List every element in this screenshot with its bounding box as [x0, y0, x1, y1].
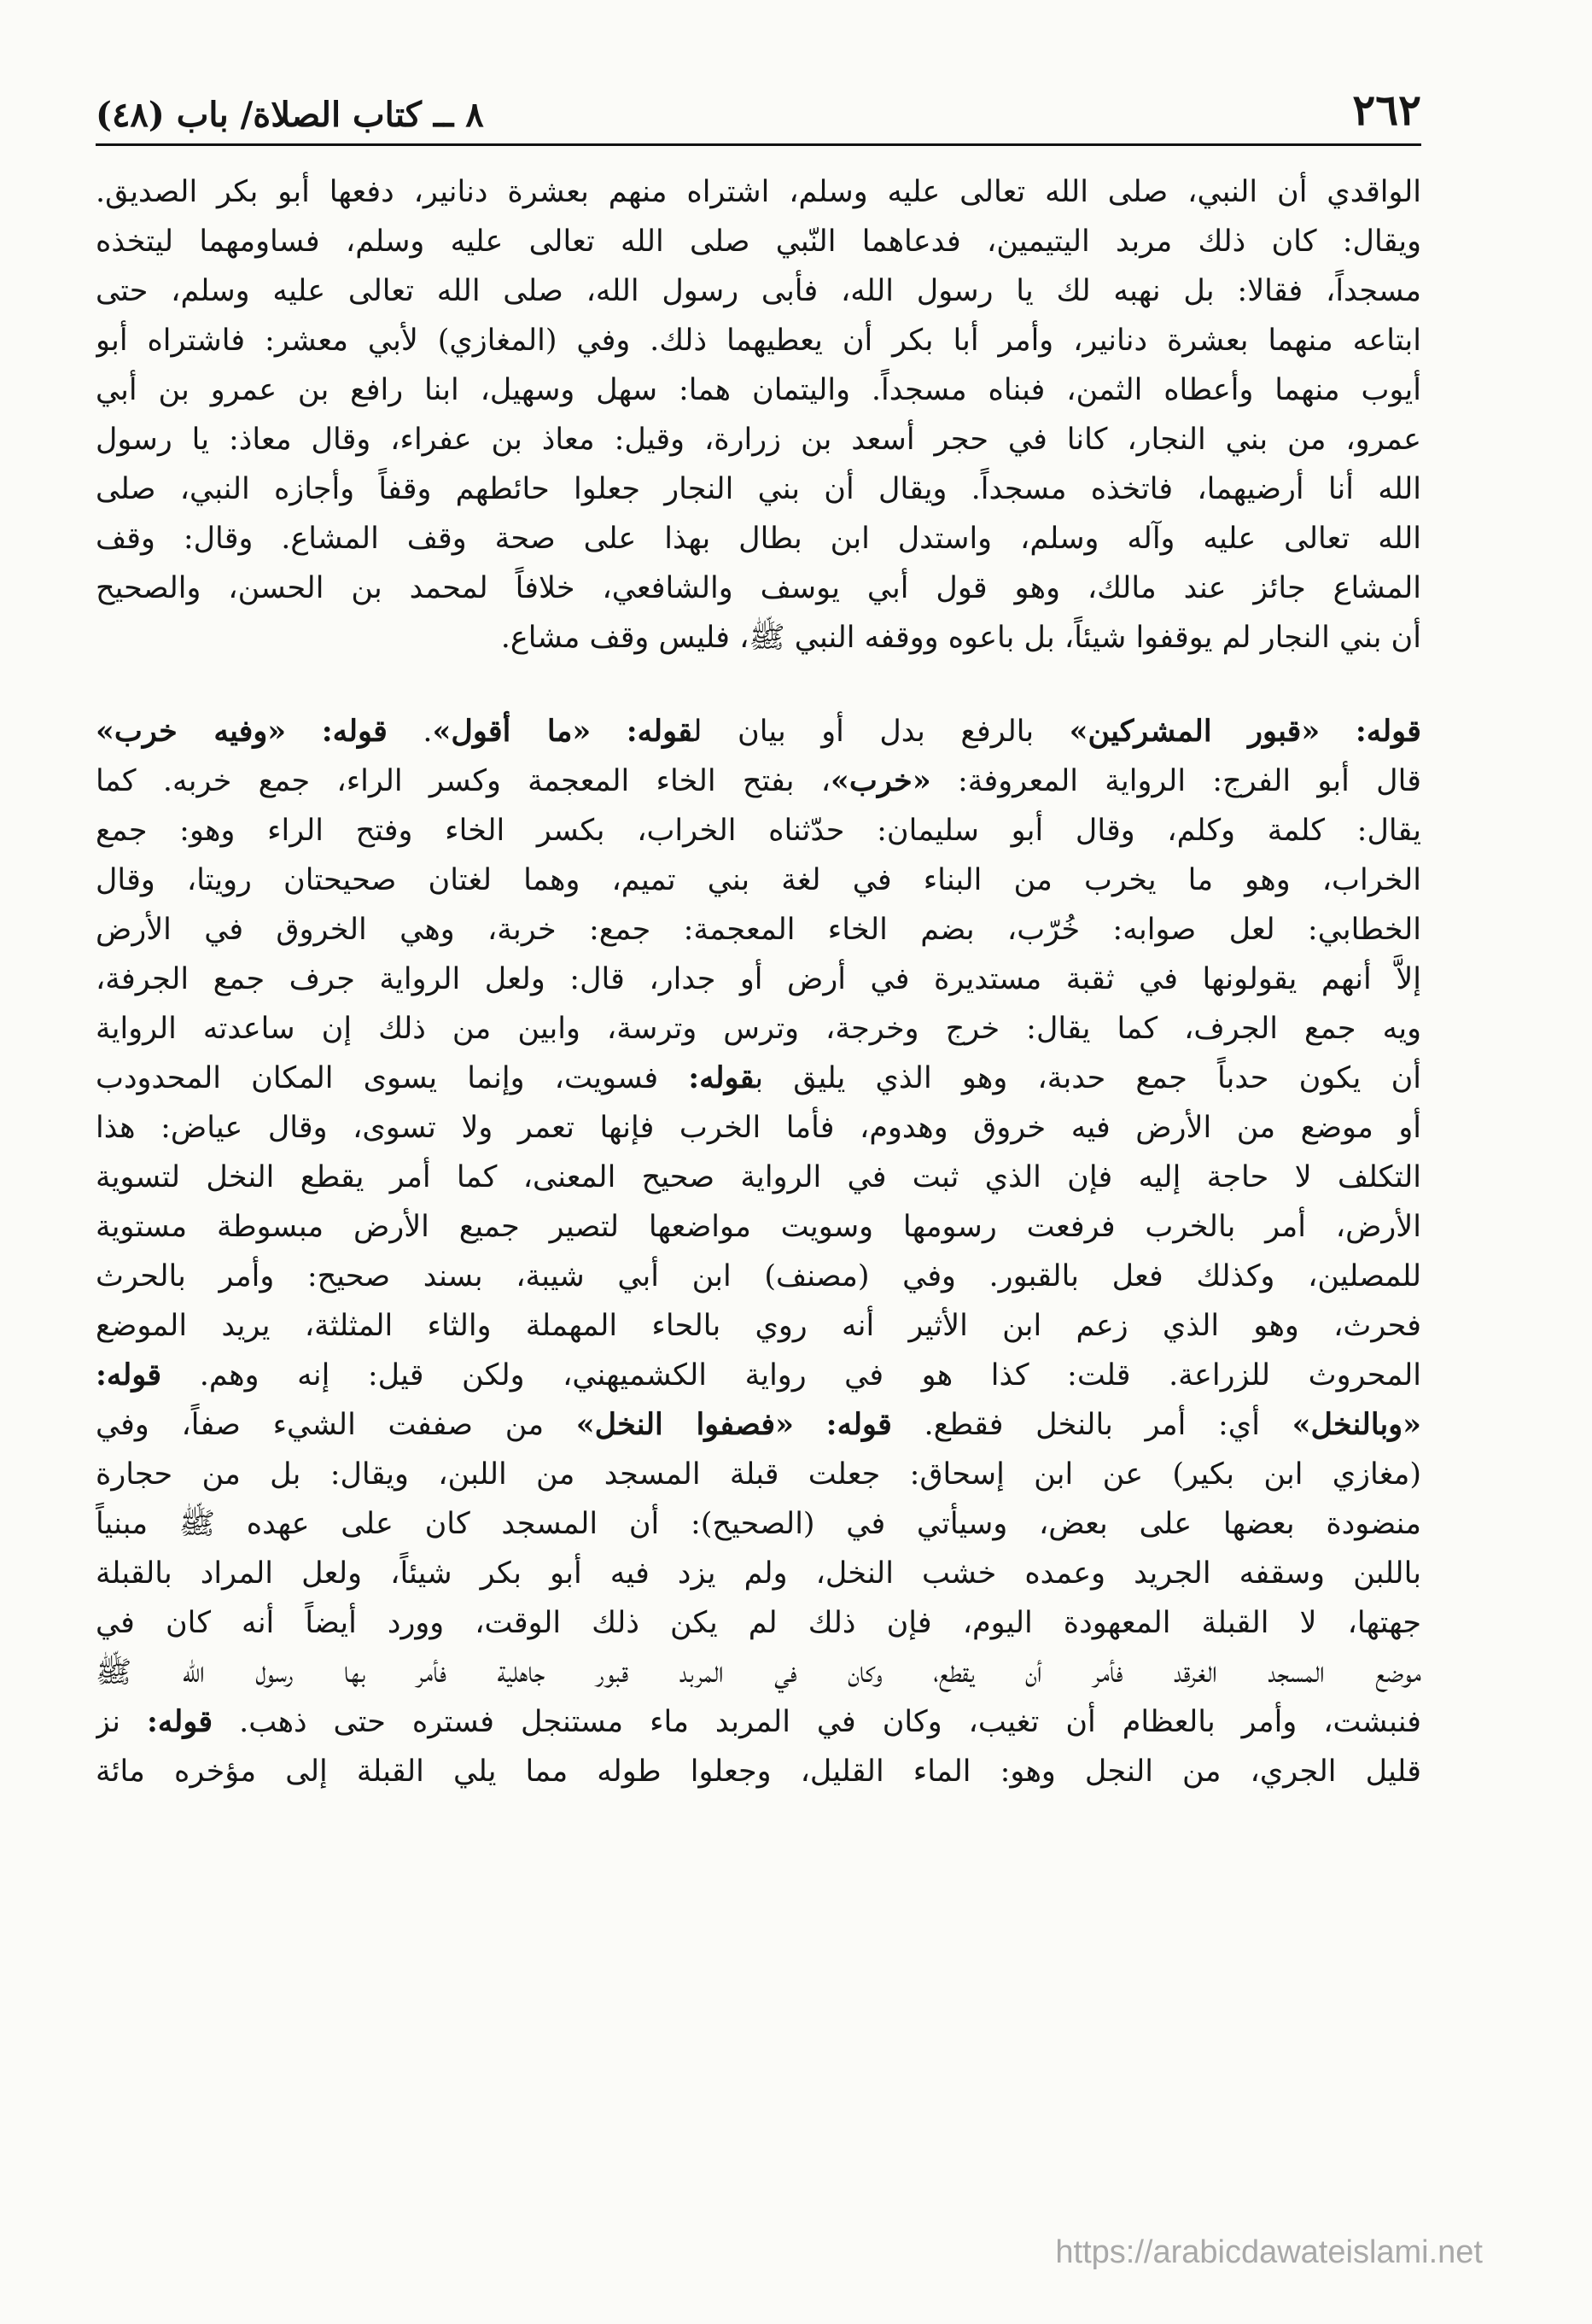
commentary-keyword: قوله:: [321, 714, 388, 749]
text-line: أو موضع من الأرض فيه خروق وهدوم، فأما الخرب فإنها تعمر ولا تسوى، وقال عياض: هذا: [96, 1111, 1421, 1145]
running-title: ٨ ــ كتاب الصلاة/ باب (٤٨): [96, 95, 484, 135]
text-line: أن بني النجار لم يوقفوا شيئاً، بل باعوه ووقفه النبي ﷺ، فليس وقف مشاع.: [500, 621, 1421, 655]
text-line-commentary-heading: قوله: «قبور المشركين» بالرفع بدل أو بيان لقوله: «ما أقول». قوله: «وفيه خرب»: [96, 714, 1421, 749]
text-line: قال أبو الفرج: الرواية المعروفة: «خرب»، بفتح الخاء المعجمة وكسر الراء، جمع خربه. كما: [96, 763, 1421, 798]
paragraph-1: [96, 167, 1421, 663]
text-line: الأرض، أمر بالخرب فرفعت رسومها وسويت مواضعها لتصير جميع الأرض مبسوطة مستوية: [96, 1210, 1421, 1244]
commentary-keyword: قوله:: [146, 1704, 213, 1739]
commentary-keyword: قوله:: [96, 1358, 162, 1393]
commentary-keyword: «خرب»: [831, 763, 931, 798]
body-text: [96, 167, 1421, 1796]
text-line: إلاَّ أنهم يقولونها في ثقبة مستديرة في أرض أو جدار، قال: ولعل الرواية جرف جمع الجرفة،: [96, 962, 1421, 996]
text-line: المشاع جائز عند مالك، وهو قول أبي يوسف والشافعي، خلافاً لمحمد بن الحسن، والصحيح: [96, 571, 1421, 605]
text-line: (مغازي ابن بكير) عن ابن إسحاق: جعلت قبلة المسجد من اللبن، ويقال: بل من حجارة: [96, 1457, 1421, 1492]
commentary-keyword: «وبالنخل»: [1292, 1407, 1421, 1442]
text-line: الواقدي أن النبي، صلى الله تعالى عليه وسلم، اشتراه منهم بعشرة دنانير، دفعها أبو بكر الصديق.: [96, 175, 1421, 209]
text-line: يقال: كلمة وكلم، وقال أبو سليمان: حدّثناه الخراب، بكسر الخاء وفتح الراء وهو: جمع: [96, 814, 1421, 848]
text-line: الخراب، وهو ما يخرب من البناء في لغة بني تميم، وهما لغتان صحيحتان رويتا، وقال: [96, 863, 1421, 897]
page-header: [96, 82, 1421, 135]
paragraph-2: [96, 707, 1421, 1796]
text-line: جهتها، لا القبلة المعهودة اليوم، فإن ذلك لم يكن ذلك الوقت، وورد أيضاً أنه كان في: [96, 1606, 1421, 1640]
commentary-keyword: قوله:: [688, 1060, 755, 1095]
text-line: التكلف لا حاجة إليه فإن الذي ثبت في الرواية صحيح المعنى، كما أمر يقطع النخل لتسوية: [96, 1160, 1421, 1194]
text-line: الله أنا أرضيهما، فاتخذه مسجداً. ويقال أن بني النجار جعلوا حائطهم وقفاً وأجازه النبي، صلى: [96, 472, 1421, 506]
text-line: ويه جمع الجرف، كما يقال: خرج وخرجة، وترس وترسة، وابين من ذلك إن ساعدته الرواية: [96, 1012, 1421, 1046]
commentary-keyword: «قبور المشركين»: [1069, 714, 1321, 749]
text-line: أن يكون حدباً جمع حدبة، وهو الذي يليق بقوله: فسويت، وإنما يسوى المكان المحدودب: [96, 1060, 1421, 1095]
commentary-keyword: «وفيه خرب»: [96, 714, 287, 749]
commentary-keyword: قوله:: [626, 714, 693, 749]
text-line: فنبشت، وأمر بالعظام أن تغيب، وكان في المربد ماء مستنجل فستره حتى ذهب. قوله: نز: [96, 1704, 1421, 1739]
text-line: «وبالنخل» أي: أمر بالنخل فقطع. قوله: «فصفوا النخل» من صففت الشيء صفاً، وفي: [96, 1407, 1421, 1442]
text-line: ابتاعه منهما بعشرة دنانير، وأمر أبا بكر أن يعطيهما ذلك. وفي (المغازي) لأبي معشر: فاشتراه أبو: [96, 324, 1421, 358]
text-line: للمصلين، وكذلك فعل بالقبور. وفي (مصنف) ابن أبي شيبة، بسند صحيح: وأمر بالحرث: [96, 1259, 1421, 1293]
text-line: قليل الجري، من النجل وهو: الماء القليل، وجعلوا طوله مما يلي القبلة إلى مؤخره مائة: [96, 1755, 1421, 1789]
commentary-keyword: «فصفوا النخل»: [575, 1407, 794, 1442]
text-line: الخطابي: لعل صوابه: خُرّب، بضم الخاء المعجمة: جمع: خربة، وهي الخروق في الأرض: [96, 913, 1421, 947]
text-line: موضع المسجد الغرقد فأمر أن يقطع، وكان في المربد قبور جاهلية فأمر بها رسول الله ﷺ: [96, 1655, 1421, 1690]
text-line: المحروث للزراعة. قلت: كذا هو في رواية الكشميهني، ولكن قيل: إنه وهم. قوله:: [96, 1358, 1421, 1393]
text-line: ويقال: كان ذلك مربد اليتيمين، فدعاهما النّبي صلى الله تعالى عليه وسلم، فساومهما ليتخذه: [96, 225, 1421, 259]
text-line: عمرو، من بني النجار، كانا في حجر أسعد بن زرارة، وقيل: معاذ بن عفراء، وقال معاذ: يا رسول: [96, 423, 1421, 457]
header-rule: [96, 143, 1421, 146]
paragraph-gap: [96, 663, 1421, 707]
text-line: مسجداً، فقالا: بل نهبه لك يا رسول الله، فأبى رسول الله، صلى الله تعالى عليه وسلم، حتى: [96, 274, 1421, 308]
watermark-url: https://arabicdawateislami.net: [1055, 2234, 1483, 2270]
text-line: أيوب منهما وأعطاه الثمن، فبناه مسجداً. واليتمان هما: سهل وسهيل، ابنا رافع بن عمرو بن أبي: [96, 373, 1421, 407]
text-line: الله تعالى عليه وآله وسلم، واستدل ابن بطال بهذا على صحة وقف المشاع. وقال: وقف: [96, 522, 1421, 556]
text-line: باللبن وسقفه الجريد وعمده خشب النخل، ولم يزد فيه أبو بكر شيئاً، ولعل المراد بالقبلة: [96, 1556, 1421, 1591]
commentary-keyword: قوله:: [1355, 714, 1421, 749]
commentary-keyword: قوله:: [825, 1407, 892, 1442]
page-number: ٢٦٢: [1352, 85, 1421, 135]
commentary-keyword: «ما أقول»: [432, 714, 592, 749]
text-line: فحرث، وهو الذي زعم ابن الأثير أنه روي بالحاء المهملة والثاء المثلثة، يريد الموضع: [96, 1309, 1421, 1343]
text-line: منضودة بعضها على بعض، وسيأتي في (الصحيح): أن المسجد كان على عهده ﷺ مبنياً: [96, 1507, 1421, 1541]
